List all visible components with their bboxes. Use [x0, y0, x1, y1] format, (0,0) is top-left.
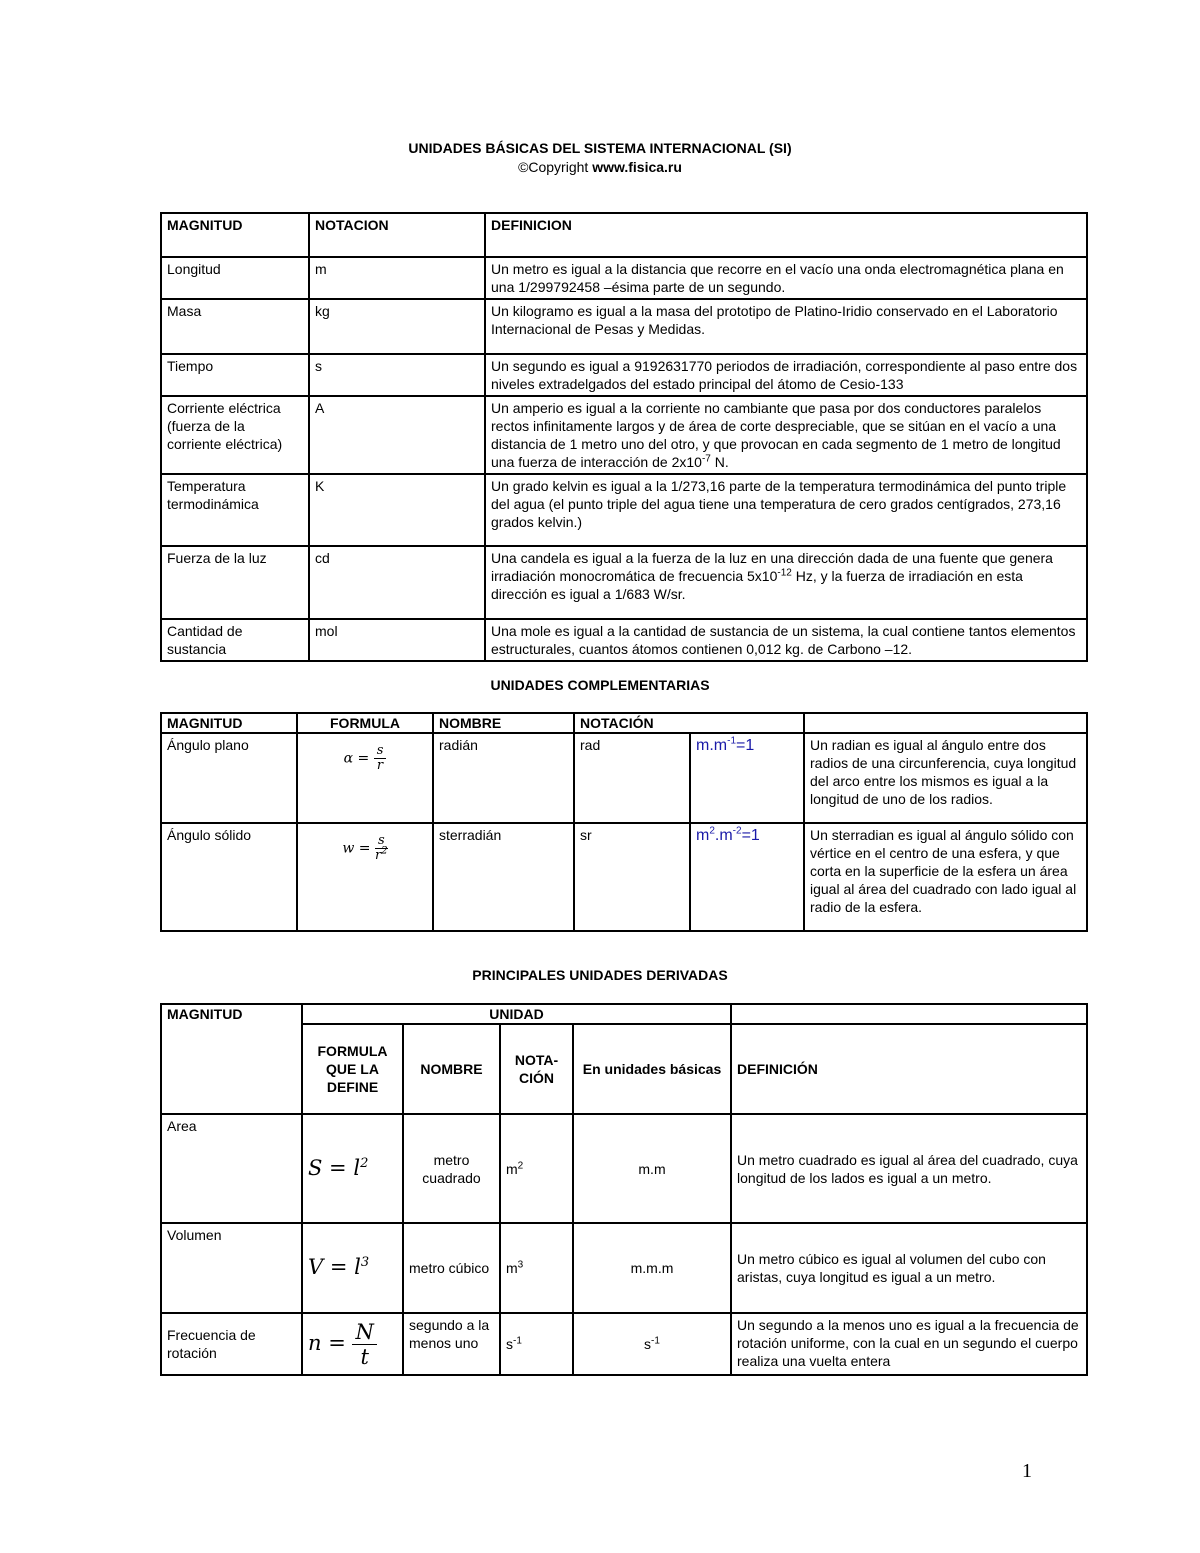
expr-tail: =1 [741, 827, 760, 844]
formula-lhs: n = [308, 1330, 346, 1355]
notacion-cell [500, 1223, 573, 1313]
formula-frequency [308, 1319, 377, 1369]
header-formula: FORMULA QUE LA DEFINE [302, 1024, 403, 1114]
notacion-exponent: 2 [517, 1159, 524, 1171]
definicion-tail: N. [710, 454, 729, 470]
basicas-base: s [644, 1336, 652, 1352]
notacion-cell: K [309, 474, 485, 546]
expression-cell [690, 733, 804, 823]
magnitud-cell: Temperatura termodinámica [161, 474, 309, 546]
notacion-exponent: 3 [517, 1259, 524, 1271]
magnitud-cell: Volumen [161, 1223, 302, 1313]
notacion-exponent: -1 [513, 1335, 522, 1347]
exponent: -12 [777, 567, 792, 579]
definicion-cell: Un kilogramo es igual a la masa del prototipo de Platino-Iridio conservado en el Laboratorio Internacional de Pesas y Medidas. [485, 299, 1087, 354]
expr-tail: =1 [736, 737, 755, 754]
unit-expression [696, 737, 754, 754]
header-notacion: NOTA-CIÓN [500, 1024, 573, 1114]
numerator: N [352, 1320, 376, 1345]
magnitud-cell: Area [161, 1114, 302, 1223]
magnitud-cell: Tiempo [161, 354, 309, 396]
table-row [161, 823, 1087, 931]
section-title-derivadas: PRINCIPALES UNIDADES DERIVADAS [472, 967, 728, 983]
formula-lhs: α = [343, 750, 370, 767]
table-row [161, 299, 1087, 354]
notacion-cell: mol [309, 619, 485, 661]
table-row [161, 1313, 1087, 1375]
nombre-cell: sterradián [433, 823, 574, 931]
nombre-cell: metro cuadrado [403, 1114, 500, 1223]
magnitud-cell: Masa [161, 299, 309, 354]
table-row [161, 474, 1087, 546]
denominator-base: r [375, 848, 382, 863]
notacion-base: m [506, 1260, 518, 1276]
formula-exponent: 2 [360, 1155, 369, 1171]
basicas-cell: m.m.m [573, 1223, 731, 1313]
formula-exponent: 3 [360, 1255, 370, 1270]
complementary-units-table [160, 712, 1088, 932]
header-blank [804, 713, 1087, 733]
exponent: -7 [701, 453, 711, 465]
header-basicas: En unidades básicas [573, 1024, 731, 1114]
header-notacion: NOTACION [309, 213, 485, 257]
formula-omega [342, 834, 387, 863]
basicas-cell [573, 1313, 731, 1375]
table-row [161, 1223, 1087, 1313]
fraction [374, 744, 387, 773]
formula-lhs: S = l [308, 1155, 361, 1180]
denominator [375, 845, 388, 863]
notacion-cell: sr [574, 823, 690, 931]
header-nombre: NOMBRE [433, 713, 574, 733]
header-magnitud: MAGNITUD [161, 213, 309, 257]
formula-cell [297, 823, 433, 931]
header-nombre: NOMBRE [403, 1024, 500, 1114]
formula-cell [302, 1313, 403, 1375]
expr-exponent: -2 [732, 825, 742, 837]
notacion-base: m [506, 1160, 518, 1177]
formula-cell [302, 1223, 403, 1313]
formula-lhs: V = l [308, 1255, 361, 1279]
expr-exponent: -1 [727, 735, 737, 747]
notacion-base: s [506, 1336, 513, 1352]
notacion-cell [500, 1313, 573, 1375]
expr-base: m [696, 827, 710, 844]
magnitud-cell: Fuerza de la luz [161, 546, 309, 619]
basic-units-table [160, 212, 1088, 662]
table-row [161, 257, 1087, 299]
magnitud-cell: Ángulo sólido [161, 823, 297, 931]
expression-cell [690, 823, 804, 931]
page-number: 1 [1022, 1460, 1032, 1482]
definicion-cell: Un grado kelvin es igual a la 1/273,16 parte de la temperatura termodinámica del punto triple del agua (el punto triple del agua tiene una temperatura de cero grados centígrados, 273,16 grados kelvin.) [485, 474, 1087, 546]
definicion-cell: Un metro cuadrado es igual al área del cuadrado, cuya longitud de los lados es igual a un metro. [731, 1114, 1087, 1223]
definicion-cell [485, 546, 1087, 619]
expr-base-exponent: 2 [709, 825, 715, 837]
notacion-cell: m [309, 257, 485, 299]
notacion-cell: cd [309, 546, 485, 619]
notacion-cell [500, 1114, 573, 1223]
section-title-complementarias: UNIDADES COMPLEMENTARIAS [490, 677, 710, 693]
table-row [161, 396, 1087, 474]
header-formula: FORMULA [297, 713, 433, 733]
notacion-cell: A [309, 396, 485, 474]
magnitud-cell: Ángulo plano [161, 733, 297, 823]
nombre-cell: metro cúbico [403, 1223, 500, 1313]
expr-base: m.m [696, 737, 728, 754]
copyright-prefix: ©Copyright [518, 159, 593, 175]
definicion-text: Un amperio es igual a la corriente no cambiante que pasa por dos conductores paralelos rectos infinitamente largos y de área de corte despreciable, que se sitúan en el vacío a una distancia de 1 metro uno del otro, y que provocan en cada segmento de 1 metro de longitud una fuerza de interacción de 2x10 [491, 400, 1061, 470]
definicion-cell: Un radian es igual al ángulo entre dos radios de una circunferencia, cuya longitud del arco entre los mismos es igual a la longitud de uno de los radios. [804, 733, 1087, 823]
definicion-text: Una candela es igual a la fuerza de la luz en una dirección dada de una fuente que genera irradiación monocromática de frecuencia 5x10 [491, 550, 1053, 584]
denominator-exponent: 2 [381, 845, 388, 857]
header-definicion: DEFINICION [485, 213, 1087, 257]
notacion-cell: rad [574, 733, 690, 823]
derived-units-table [160, 1003, 1088, 1376]
basicas-exponent: -1 [651, 1335, 660, 1347]
copyright-line [0, 159, 1200, 175]
formula-volume [308, 1255, 369, 1279]
expr-mid: .m [714, 827, 733, 844]
formula-cell [302, 1114, 403, 1223]
header-blank [690, 713, 804, 733]
magnitud-cell: Longitud [161, 257, 309, 299]
definicion-cell [485, 396, 1087, 474]
table-row [161, 733, 1087, 823]
header-blank [731, 1004, 1087, 1024]
formula-area [308, 1156, 368, 1180]
denominator: t [360, 1344, 369, 1369]
nombre-cell: radián [433, 733, 574, 823]
nombre-cell: segundo a la menos uno [403, 1313, 500, 1375]
header-notacion: NOTACIÓN [574, 713, 690, 733]
definicion-cell: Un segundo a la menos uno es igual a la frecuencia de rotación uniforme, con la cual en un segundo el cuerpo realiza una vuelta entera [731, 1313, 1087, 1375]
magnitud-cell: Corriente eléctrica (fuerza de la corriente eléctrica) [161, 396, 309, 474]
header-definicion: DEFINICIÓN [731, 1024, 1087, 1114]
formula-cell [297, 733, 433, 823]
numerator: s [374, 744, 387, 759]
page-title: UNIDADES BÁSICAS DEL SISTEMA INTERNACIONAL (SI) [408, 140, 792, 156]
notacion-cell: kg [309, 299, 485, 354]
numerator: s [375, 834, 388, 849]
definicion-cell: Un segundo es igual a 9192631770 periodos de irradiación, correspondiente al paso entre dos niveles extradelgados del estado principal del átomo de Cesio-133 [485, 354, 1087, 396]
fraction [375, 834, 388, 863]
unit-expression [696, 827, 760, 844]
table-row [161, 354, 1087, 396]
header-unidad: UNIDAD [302, 1004, 731, 1024]
table-row [161, 1114, 1087, 1223]
basicas-cell: m.m [573, 1114, 731, 1223]
copyright-site: www.fisica.ru [592, 159, 682, 175]
fraction [352, 1320, 376, 1369]
definicion-cell: Un metro es igual a la distancia que recorre en el vacío una onda electromagnética plana en una 1/299792458 –ésima parte de un segundo. [485, 257, 1087, 299]
definicion-cell: Una mole es igual a la cantidad de sustancia de un sistema, la cual contiene tantos elementos estructurales, cuantos átomos contienen 0,012 kg. de Carbono –12. [485, 619, 1087, 661]
table-row [161, 619, 1087, 661]
magnitud-cell: Cantidad de sustancia [161, 619, 309, 661]
definicion-cell: Un metro cúbico es igual al volumen del cubo con aristas, cuya longitud es igual a un metro. [731, 1223, 1087, 1313]
header-magnitud: MAGNITUD [161, 1004, 302, 1114]
denominator: r [376, 758, 384, 773]
definicion-cell: Un sterradian es igual al ángulo sólido con vértice en el centro de una esfera, y que corta en la superficie de la esfera un área igual al área del cuadrado con lado igual al radio de la esfera. [804, 823, 1087, 931]
definicion-tail: Hz, y la fuerza de irradiación en esta dirección es igual a 1/683 W/sr. [491, 568, 1023, 602]
table-row [161, 546, 1087, 619]
formula-lhs: w = [342, 840, 371, 857]
formula-alpha [344, 744, 387, 773]
header-magnitud: MAGNITUD [161, 713, 297, 733]
notacion-cell: s [309, 354, 485, 396]
magnitud-cell: Frecuencia de rotación [161, 1313, 302, 1375]
